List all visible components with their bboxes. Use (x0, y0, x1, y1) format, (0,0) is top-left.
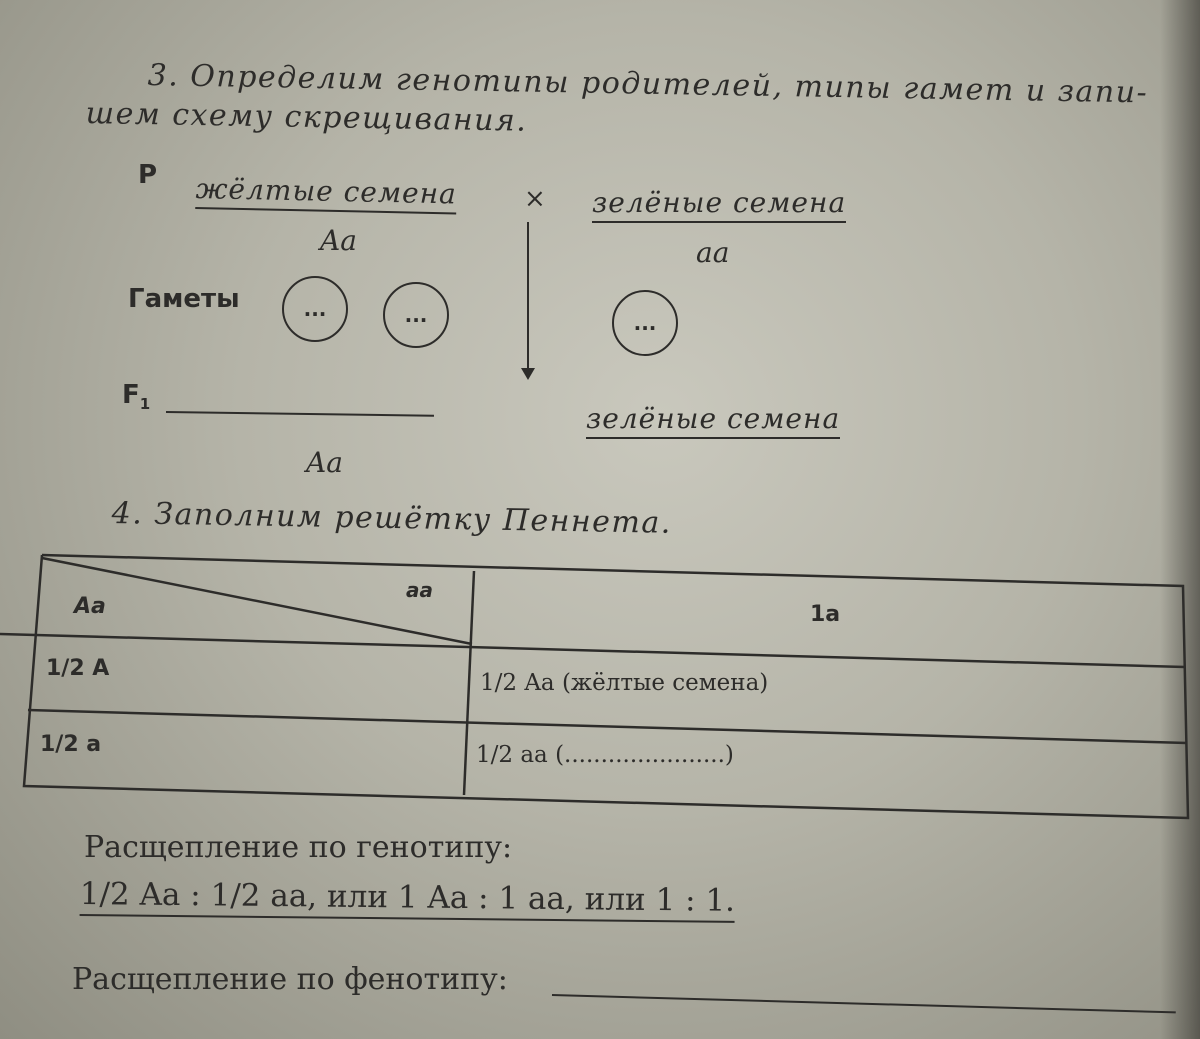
grid-header-divider (0, 634, 1185, 667)
punnett-corner-top: aa (406, 578, 433, 602)
parent2-phenotype: зелёные семена (592, 186, 846, 223)
task4-heading: 4. Заполним решётку Пеннета. (111, 496, 673, 541)
parent1-genotype: Aa (320, 224, 357, 257)
genotype-split-value: 1/2 Aa : 1/2 aa, или 1 Aa : 1 aa, или 1 : 1. (80, 876, 736, 923)
parent2-genotype: aa (696, 236, 730, 269)
gamete-placeholder: ... (633, 311, 657, 335)
grid-row-divider (28, 710, 1187, 743)
cross-symbol: × (524, 184, 546, 214)
genotype-split-label: Расщепление по генотипу: (84, 830, 513, 865)
gamete-placeholder: ... (404, 303, 428, 327)
grid-column-divider (464, 571, 474, 795)
task3-heading-line2: шем схему скрещивания. (85, 96, 528, 139)
f1-genotype: Aa (306, 446, 343, 479)
gametes-label: Гаметы (128, 284, 240, 314)
parent1-phenotype: жёлтые семена (195, 172, 457, 214)
punnett-row1-gamete: 1/2 A (46, 656, 110, 681)
p-label: P (138, 160, 158, 190)
punnett-row1-result: 1/2 Aa (жёлтые семена) (480, 670, 769, 696)
gamete-placeholder: ... (303, 297, 327, 321)
punnett-corner-bottom: Aa (74, 594, 106, 619)
f1-subscript: 1 (139, 395, 151, 414)
punnett-row2-result[interactable]: 1/2 aa (......................) (476, 742, 734, 768)
f1-phenotype: зелёные семена (586, 402, 840, 439)
phenotype-split-label: Расщепление по фенотипу: (72, 962, 508, 997)
punnett-row2-gamete: 1/2 a (40, 732, 102, 757)
f1-letter: F (122, 380, 140, 410)
punnett-column-header: 1a (810, 602, 841, 627)
task3-heading-line1: 3. Определим генотипы родителей, типы гамет и запи- (147, 58, 1149, 111)
